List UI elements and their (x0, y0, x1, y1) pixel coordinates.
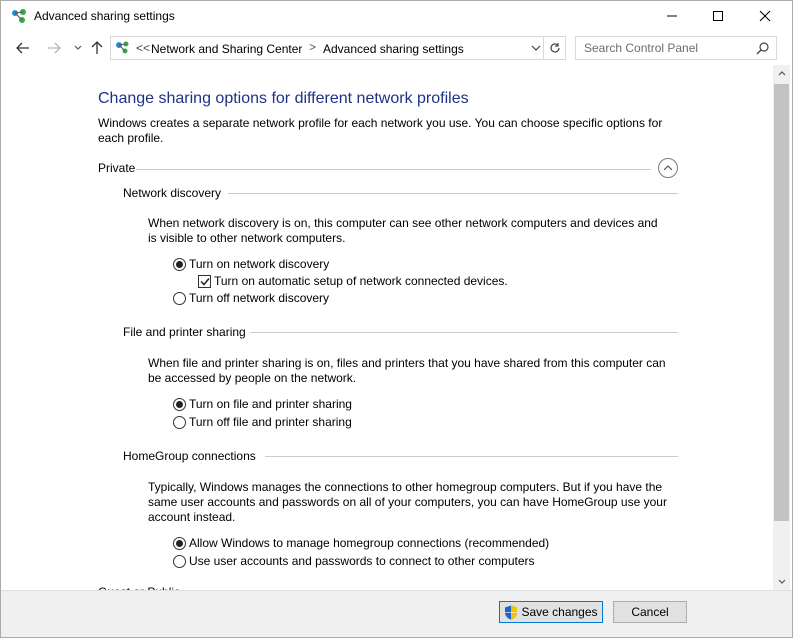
section-title: File and printer sharing (123, 325, 246, 339)
up-button[interactable] (88, 38, 106, 58)
option-label: Use user accounts and passwords to connect to other computers (189, 554, 535, 568)
chevron-up-icon (663, 165, 673, 171)
up-arrow-icon (91, 41, 103, 55)
minimize-icon (667, 11, 677, 21)
section-title: Network discovery (123, 186, 222, 200)
title-bar (1, 1, 792, 31)
refresh-button[interactable] (544, 36, 566, 60)
section-description: Typically, Windows manages the connections to other homegroup computers. But if you have the same user accounts and passwords on all of your computers, you can have HomeGroup use your account instead. (148, 480, 667, 524)
shield-icon (504, 605, 518, 620)
radio-button[interactable] (173, 416, 186, 429)
checkbox-auto-setup[interactable] (198, 273, 508, 289)
radio-button[interactable] (173, 555, 186, 568)
radio-selected-dot (176, 540, 183, 547)
profile-label: Private (98, 161, 136, 175)
network-icon (115, 41, 131, 55)
chevron-down-icon (778, 579, 786, 584)
section-divider (228, 193, 678, 194)
section-description: When network discovery is on, this computer can see other network computers and devices and is visible to other network computers. (148, 216, 658, 245)
breadcrumb-network-sharing-center[interactable]: Network and Sharing Center (151, 42, 303, 56)
radio-use-user-accounts[interactable] (173, 553, 535, 569)
breadcrumb-overflow[interactable]: << (136, 41, 151, 55)
checkmark-icon (200, 277, 210, 286)
cancel-label: Cancel (631, 605, 669, 619)
address-bar[interactable] (110, 36, 544, 60)
radio-button[interactable] (173, 258, 186, 271)
option-label: Turn on network discovery (189, 257, 330, 271)
radio-windows-manage-homegroup[interactable] (173, 535, 549, 551)
save-changes-label: Save changes (521, 605, 598, 619)
cancel-button[interactable] (613, 601, 687, 623)
option-label: Turn on file and printer sharing (189, 397, 352, 411)
scroll-thumb[interactable] (774, 84, 789, 521)
radio-button[interactable] (173, 398, 186, 411)
back-arrow-icon (16, 42, 30, 54)
option-label: Turn off network discovery (189, 291, 330, 305)
section-header-homegroup (123, 449, 678, 465)
back-button[interactable] (14, 38, 32, 58)
breadcrumb-separator[interactable]: > (309, 40, 317, 54)
dialog-footer (1, 590, 792, 637)
section-description: When file and printer sharing is on, files and printers that you have shared from this computer can be accessed by people on the network. (148, 356, 666, 385)
forward-button[interactable] (45, 38, 63, 58)
radio-turn-on-network-discovery[interactable] (173, 256, 329, 272)
section-divider (250, 332, 678, 333)
chevron-up-icon (778, 71, 786, 76)
intro-text: Windows creates a separate network profile for each network you use. You can choose specific options for each profile. (98, 116, 663, 145)
radio-button[interactable] (173, 292, 186, 305)
page-title: Change sharing options for different network profiles (98, 90, 469, 107)
maximize-icon (713, 11, 723, 21)
recent-locations-button[interactable] (69, 38, 87, 58)
radio-turn-on-file-printer-sharing[interactable] (173, 396, 352, 412)
close-icon (760, 11, 770, 21)
vertical-scrollbar[interactable] (773, 65, 790, 590)
minimize-button[interactable] (649, 1, 695, 31)
breadcrumb-advanced-sharing[interactable]: Advanced sharing settings (323, 42, 464, 56)
chevron-down-icon (74, 45, 82, 51)
search-icon[interactable] (756, 41, 770, 55)
chevron-down-icon[interactable] (529, 41, 543, 55)
radio-button[interactable] (173, 537, 186, 550)
network-icon (11, 8, 29, 24)
scroll-up-button[interactable] (773, 65, 790, 82)
checkbox[interactable] (198, 275, 211, 288)
profile-header-private[interactable] (98, 161, 678, 179)
option-label: Allow Windows to manage homegroup connections (recommended) (189, 536, 550, 550)
forward-arrow-icon (47, 42, 61, 54)
option-label: Turn off file and printer sharing (189, 415, 352, 429)
navigation-bar (1, 34, 792, 62)
section-header-file-printer-sharing (123, 325, 678, 341)
profile-divider (136, 169, 651, 170)
section-header-network-discovery (123, 186, 678, 202)
collapse-profile-button[interactable] (658, 158, 678, 178)
maximize-button[interactable] (695, 1, 741, 31)
radio-selected-dot (176, 401, 183, 408)
refresh-icon (549, 42, 561, 54)
search-input[interactable] (576, 37, 752, 59)
search-box[interactable] (575, 36, 777, 60)
radio-turn-off-network-discovery[interactable] (173, 290, 329, 306)
option-label: Turn on automatic setup of network connected devices. (214, 274, 508, 288)
close-button[interactable] (742, 1, 788, 31)
radio-turn-off-file-printer-sharing[interactable] (173, 414, 352, 430)
window-title: Advanced sharing settings (34, 9, 175, 23)
section-divider (265, 456, 678, 457)
scroll-down-button[interactable] (773, 573, 790, 590)
settings-content (1, 65, 773, 590)
save-changes-button[interactable] (499, 601, 603, 623)
radio-selected-dot (176, 261, 183, 268)
section-title: HomeGroup connections (123, 449, 256, 463)
